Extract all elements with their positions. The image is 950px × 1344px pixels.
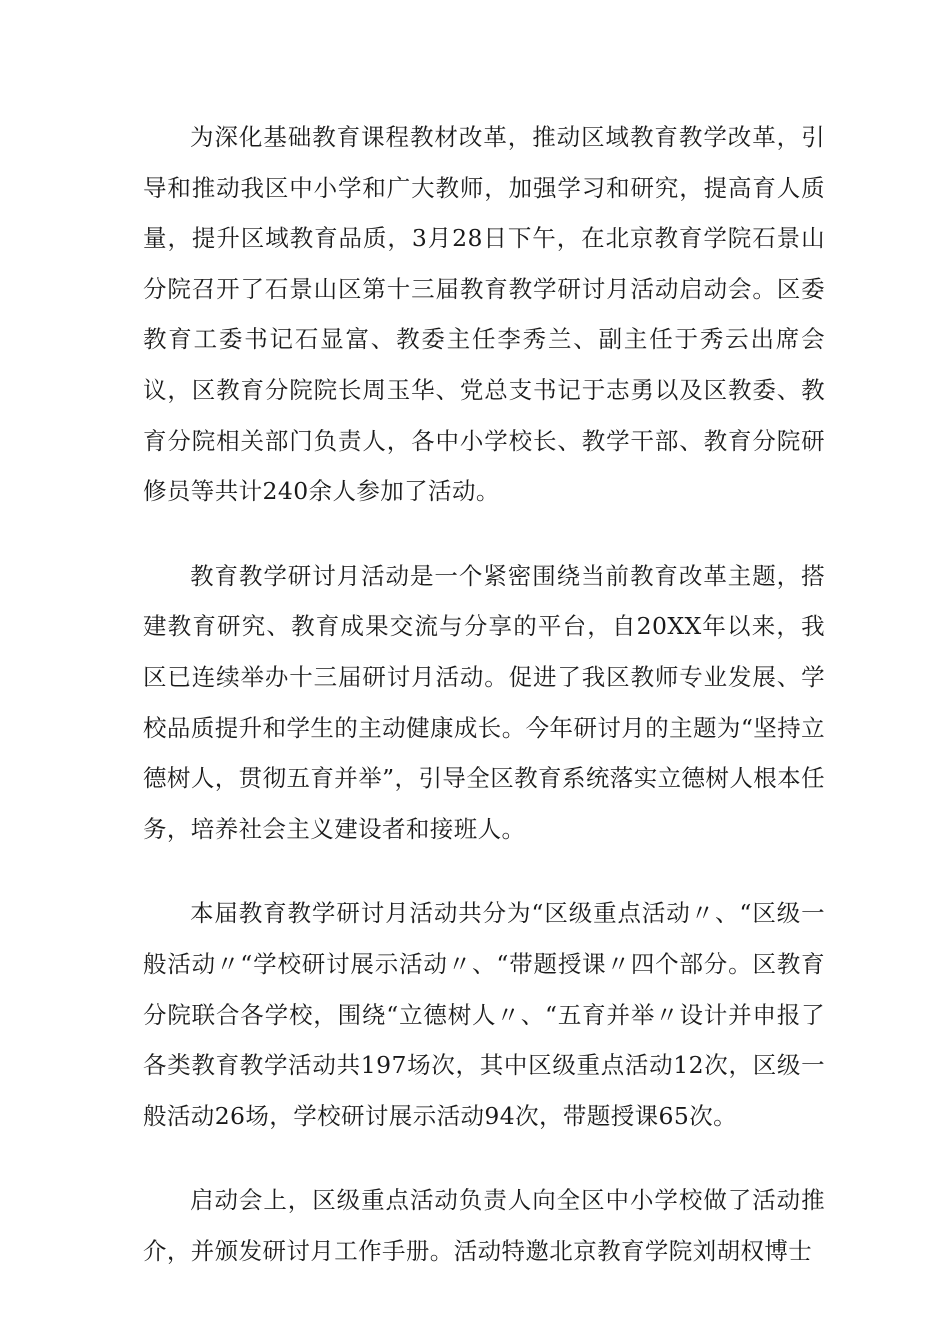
paragraph-1: 为深化基础教育课程教材改革，推动区域教育教学改革，引导和推动我区中小学和广大教师，加强学习和研究，提高育人质量，提升区域教育品质，3月28日下午，在北京教育学院石景山分院召开了石景山区第十三届教育教学研讨月活动启动会。区委教育工委书记石显富、教委主任李秀兰、副主任于秀云出席会议，区教育分院院长周玉华、党总支书记于志勇以及区教委、教育分院相关部门负责人，各中小学校长、教学干部、教育分院研修员等共计240余人参加了活动。	[143, 123, 825, 506]
document-body	[143, 112, 825, 1310]
paragraph-4: 启动会上，区级重点活动负责人向全区中小学校做了活动推介，并颁发研讨月工作手册。活动特邀北京教育学院刘胡权博士	[143, 1186, 825, 1265]
paragraph-2: 教育教学研讨月活动是一个紧密围绕当前教育改革主题，搭建教育研究、教育成果交流与分享的平台，自20XX年以来，我区已连续举办十三届研讨月活动。促进了我区教师专业发展、学校品质提升和学生的主动健康成长。今年研讨月的主题为“坚持立德树人，贯彻五育并举”，引导全区教育系统落实立德树人根本任务，培养社会主义建设者和接班人。	[143, 561, 825, 843]
paragraph-3: 本届教育教学研讨月活动共分为“区级重点活动〃、“区级一般活动〃“学校研讨展示活动〃、“带题授课〃四个部分。区教育分院联合各学校，围绕“立德树人〃、“五育并举〃设计并申报了各类教育教学活动共197场次，其中区级重点活动12次，区级一般活动26场，学校研讨展示活动94次，带题授课65次。	[143, 899, 825, 1130]
